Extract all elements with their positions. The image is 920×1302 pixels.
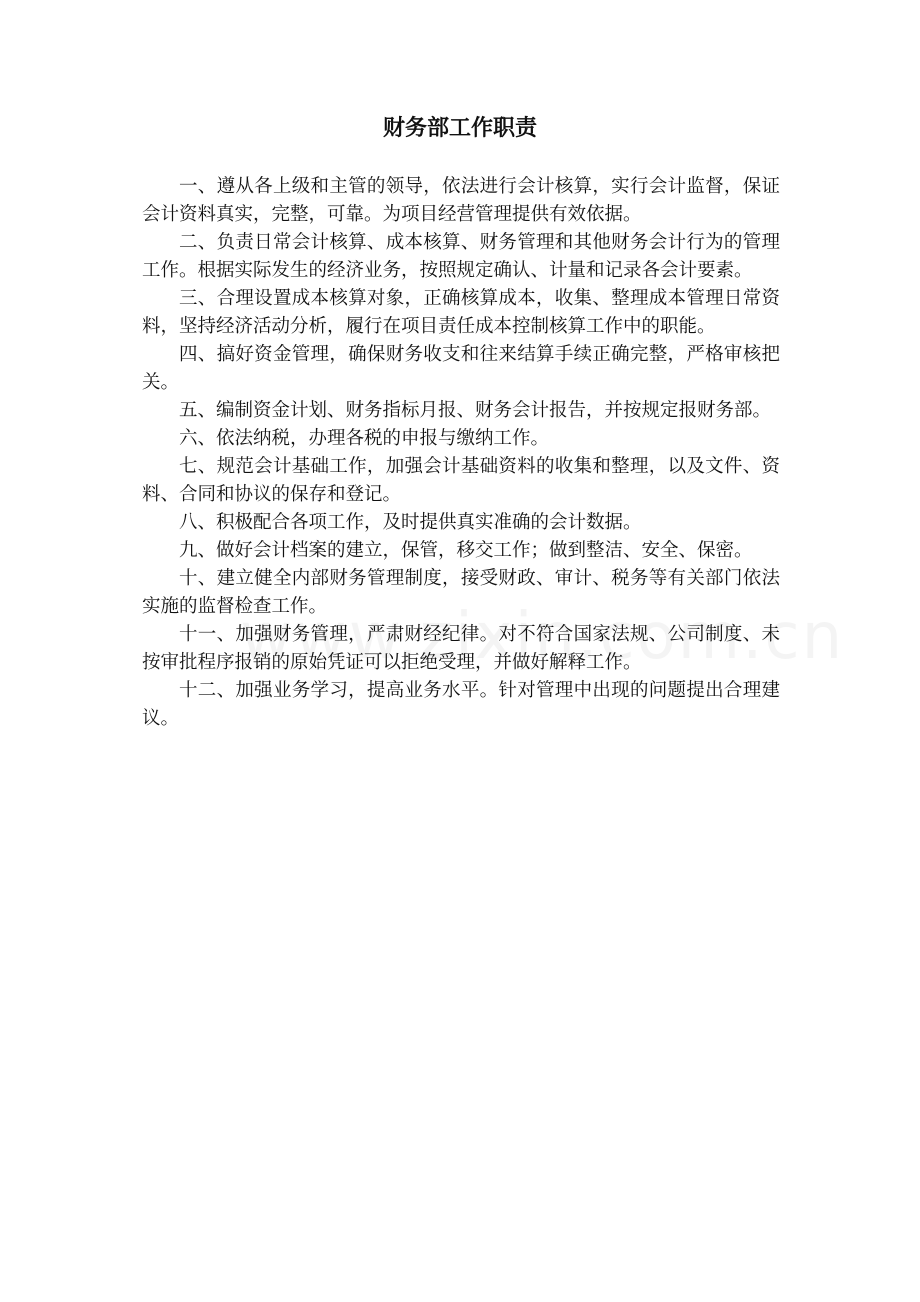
paragraph-10: 十、建立健全内部财务管理制度，接受财政、审计、税务等有关部门依法实施的监督检查工作。: [142, 568, 780, 617]
paragraph-7: 七、规范会计基础工作，加强会计基础资料的收集和整理，以及文件、资料、合同和协议的保存和登记。: [142, 456, 780, 505]
document-title: 财务部工作职责: [382, 115, 537, 141]
paragraph-6: 六、依法纳税，办理各税的申报与缴纳工作。: [179, 428, 550, 449]
paragraph-5: 五、编制资金计划、财务指标月报、财务会计报告，并按规定报财务部。: [179, 400, 772, 421]
paragraph-9: 九、做好会计档案的建立，保管，移交工作；做到整洁、安全、保密。: [179, 540, 753, 561]
paragraph-12: 十二、加强业务学习，提高业务水平。针对管理中出现的问题提出合理建议。: [142, 680, 780, 729]
paragraph-11: 十一、加强财务管理，严肃财经纪律。对不符合国家法规、公司制度、未按审批程序报销的原始凭证可以拒绝受理，并做好解释工作。: [142, 624, 780, 673]
paragraph-1: 一、遵从各上级和主管的领导，依法进行会计核算，实行会计监督，保证会计资料真实，完整，可靠。为项目经营管理提供有效依据。: [142, 176, 780, 225]
document-body: [142, 173, 780, 733]
paragraph-8: 八、积极配合各项工作，及时提供真实准确的会计数据。: [179, 512, 642, 533]
paragraph-2: 二、负责日常会计核算、成本核算、财务管理和其他财务会计行为的管理工作。根据实际发生的经济业务，按照规定确认、计量和记录各会计要素。: [142, 232, 780, 281]
paragraph-3: 三、合理设置成本核算对象，正确核算成本，收集、整理成本管理日常资料，坚持经济活动分析，履行在项目责任成本控制核算工作中的职能。: [142, 288, 780, 337]
paragraph-4: 四、搞好资金管理，确保财务收支和往来结算手续正确完整，严格审核把关。: [142, 344, 780, 393]
